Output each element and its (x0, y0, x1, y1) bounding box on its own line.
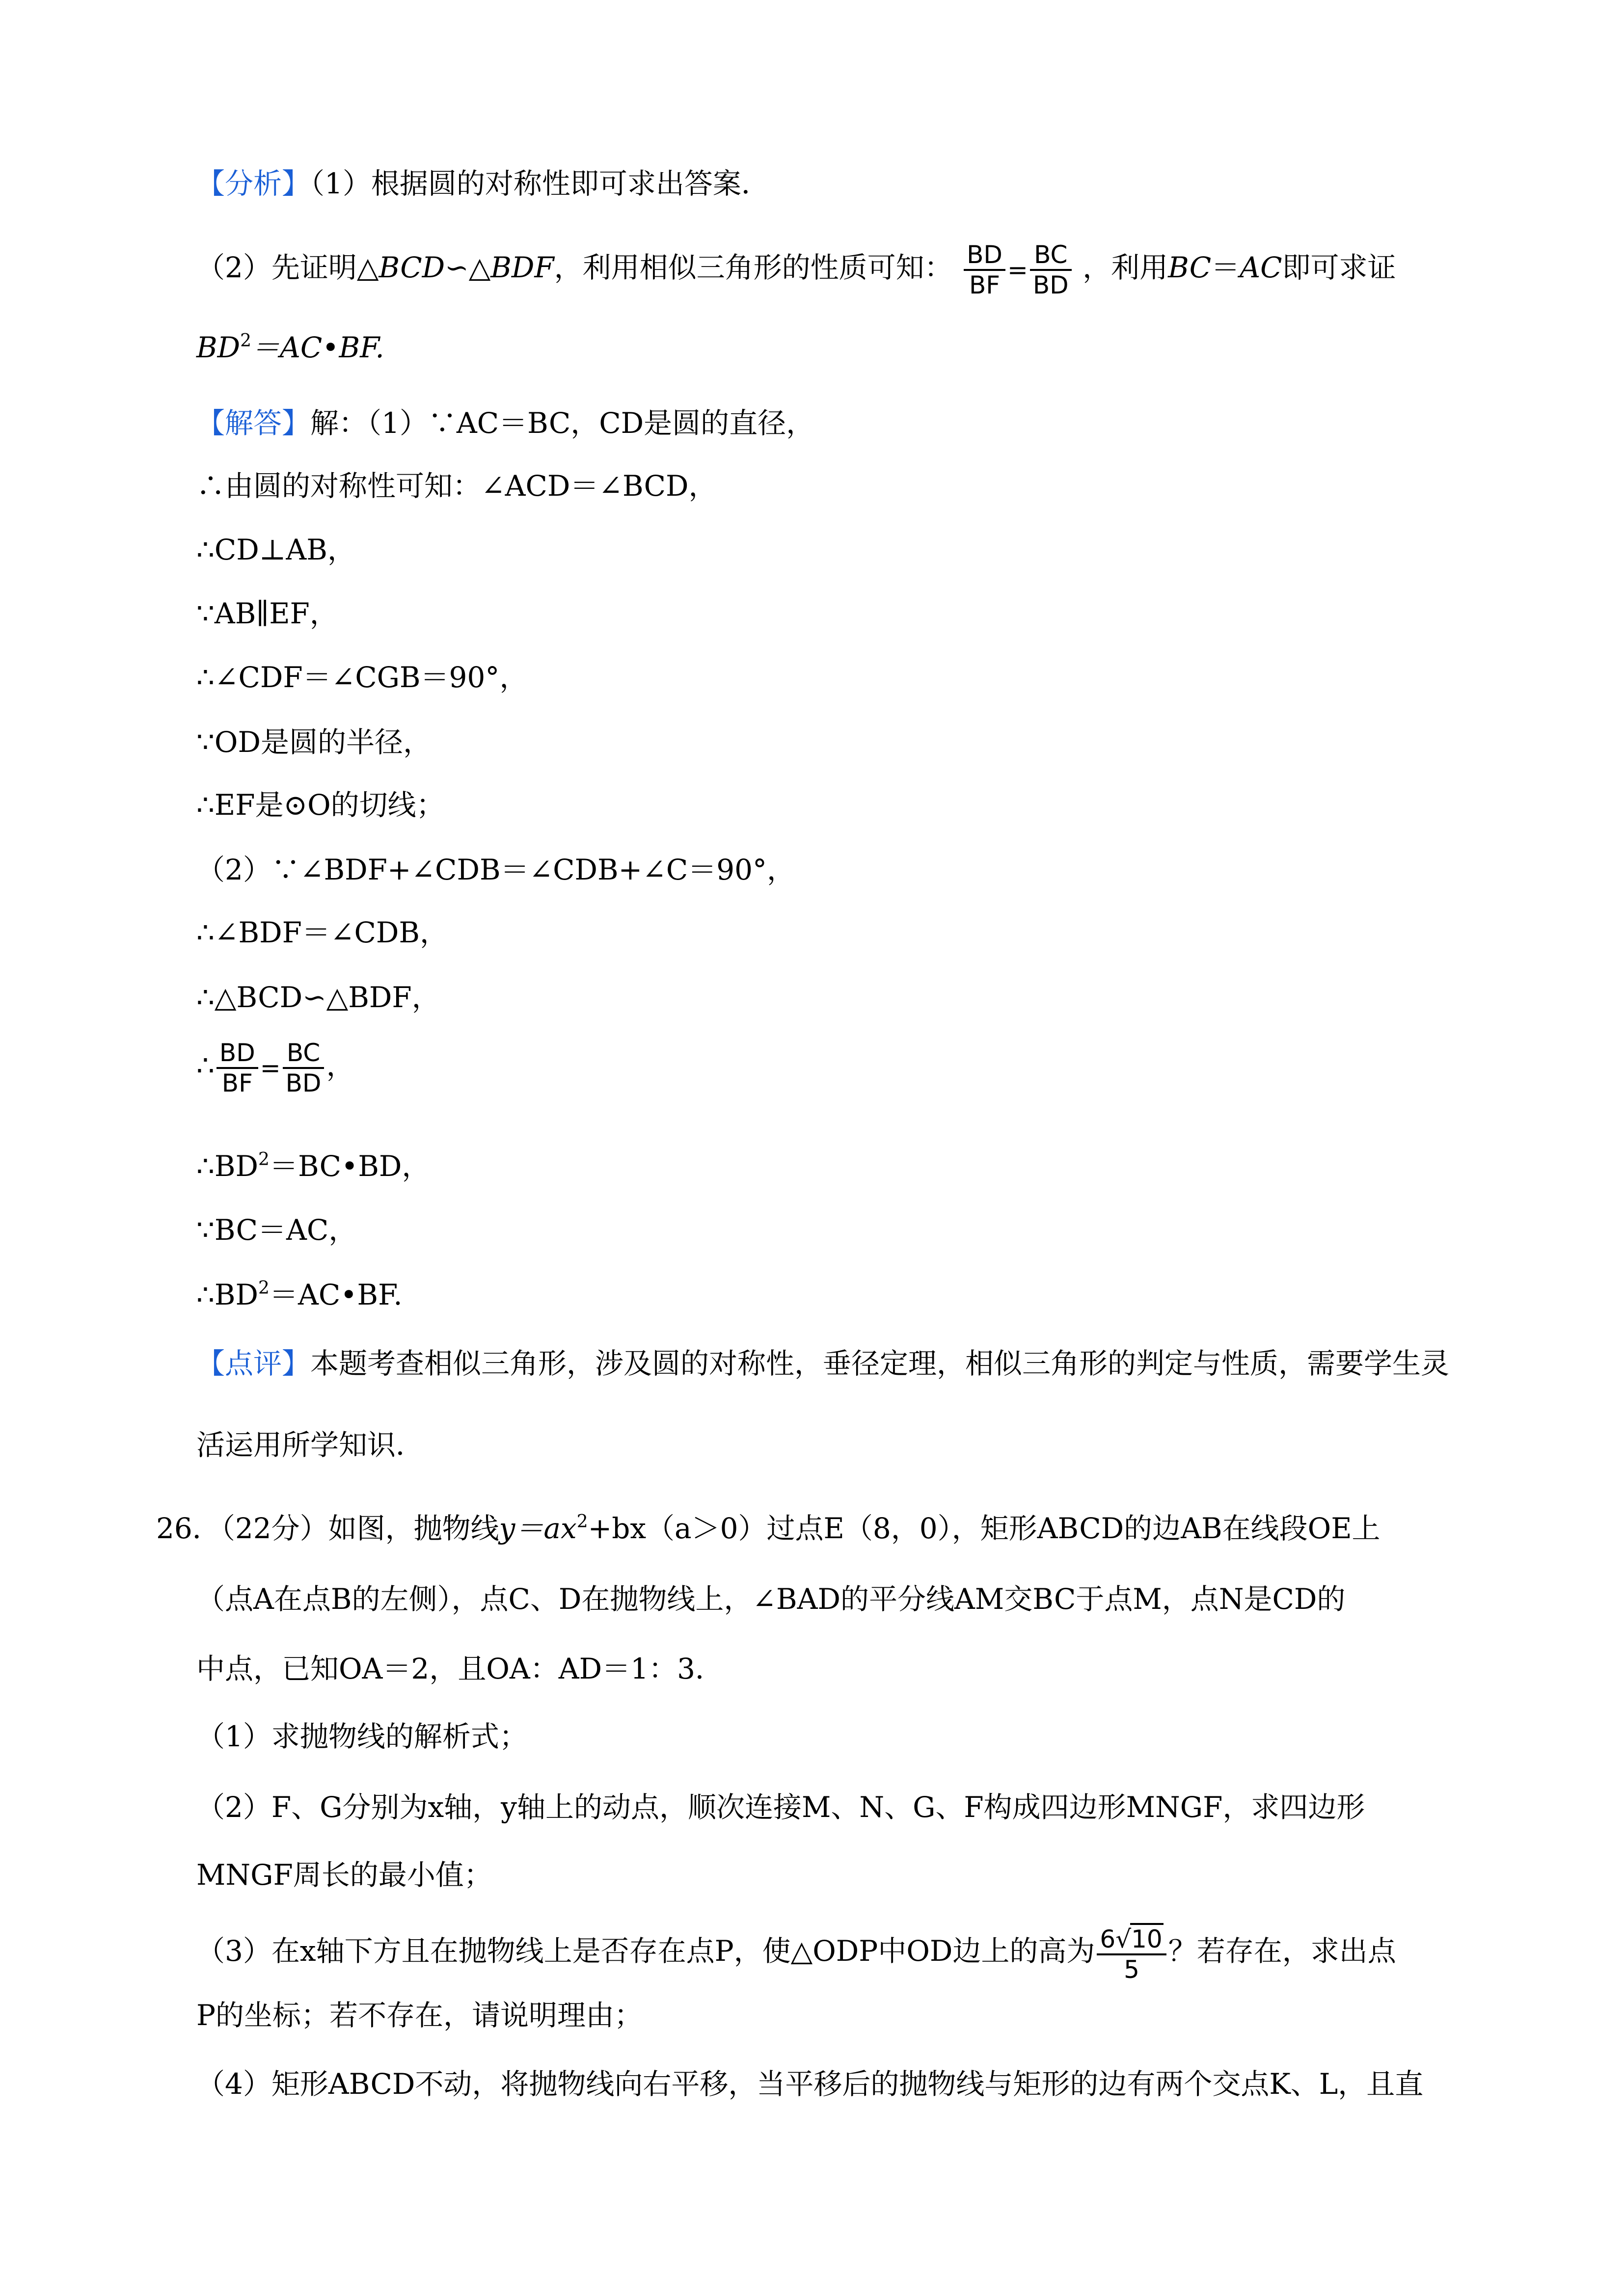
fraction-equals: = (1007, 256, 1028, 284)
similar-symbol: ∽△ (445, 251, 491, 285)
question-number: 26． (156, 1512, 221, 1545)
analysis-line-1 (196, 165, 770, 202)
question-26-sub2-line2: MNGF周长的最小值； (196, 1858, 492, 1892)
analysis-line-2: （2）先证明△BCD∽△BDF，利用相似三角形的性质可知： $\frac{BD}{BF}$ = $\frac{BC}{BD}$ ，利用BC＝AC即可求证 (196, 240, 1396, 299)
solution-line-4: ∵AB∥EF， (196, 597, 338, 630)
question-26-sub3-line1: （3）在x轴下方且在抛物线上是否存在点P，使△ODP中OD边上的高为 $\frac{6√10}{5}$ ？若存在，求出点 (196, 1923, 1396, 1984)
analysis-tag: 【分析】 (196, 167, 311, 200)
solution-line-12: $\therefore BD^2=BC•BD$， (196, 1149, 431, 1183)
solution-line-5: ∴∠CDF＝∠CGB＝90°， (196, 661, 528, 694)
analysis-p2-post2: 即可求证 (1282, 251, 1396, 285)
solution-line-13: ∵BC＝AC， (196, 1213, 357, 1247)
solution-tag: 【解答】 (196, 406, 311, 440)
fraction-bc-bd-2: $\frac{BC}{BD}$ (283, 1039, 325, 1097)
question-26-line-2: （点A在点B的左侧），点C、D在抛物线上，∠BAD的平分线AM交BC于点M，点N是CD的 (196, 1582, 1346, 1616)
analysis-p2-mid: ，利用相似三角形的性质可知： (554, 251, 953, 285)
triangle-bdf: BDF (490, 251, 554, 285)
solution-line-11: ∴ $\frac{BD}{BF}$ = $\frac{BC}{BD}$ ， (196, 1039, 355, 1097)
solution-line-8: （2）∵∠BDF+∠CDB＝∠CDB+∠C＝90°， (196, 853, 796, 886)
solution-line-14: $\therefore BD^2=AC•BF$. (196, 1278, 403, 1311)
analysis-p1: （1）根据圆的对称性即可求出答案． (310, 167, 770, 200)
solution-line-9: ∴∠BDF＝∠CDB， (196, 916, 448, 949)
comment-line-1: 【点评】本题考查相似三角形，涉及圆的对称性，垂径定理，相似三角形的判定与性质，需要学生灵 (196, 1347, 1450, 1380)
question-26-sub2-line1: （2）F、G分别为x轴，y轴上的动点，顺次连接M、N、G、F构成四边形MNGF，求四边形 (196, 1790, 1365, 1824)
solution-line-6: ∵OD是圆的半径， (196, 725, 432, 759)
solution-line-3: ∴CD⊥AB， (196, 533, 356, 566)
solution-line-10: ∴△BCD∽△BDF， (196, 981, 440, 1014)
comment-line-2: 活运用所学知识． (196, 1428, 425, 1462)
fraction-bd-bf-2: $\frac{BD}{BF}$ (217, 1039, 258, 1097)
analysis-p2-post1: ，利用 (1083, 251, 1168, 285)
fraction-bd-bf: $\frac{BD}{BF}$ (964, 240, 1005, 299)
question-26-line-3: 中点，已知OA＝2，且OA：AD＝1：3． (196, 1652, 724, 1685)
fraction-bc-bd: $\frac{BC}{BD}$ (1030, 240, 1072, 299)
question-26-line-1: 26．（22分）如图，抛物线$y=ax^2+bx(a>0)$过点E（8，0），矩形ABCD的边AB在线段OE上 (156, 1512, 1380, 1545)
question-score: （22分） (220, 1512, 328, 1545)
solution-line-7: ∴EF是⊙O的切线； (196, 788, 445, 822)
question-26-sub4: （4）矩形ABCD不动，将抛物线向右平移，当平移后的抛物线与矩形的边有两个交点K、L，且直 (196, 2067, 1424, 2101)
question-26-sub1: （1）求抛物线的解析式； (196, 1720, 528, 1753)
question-26-sub3-line2: P的坐标；若不存在，请说明理由； (196, 1999, 643, 2032)
triangle-bcd: BCD (379, 251, 445, 285)
fraction-six-root-ten-over-five: $\frac{6√10}{5}$ (1097, 1923, 1166, 1984)
comment-tag: 【点评】 (196, 1347, 311, 1380)
analysis-line-3: $BD^2=AC•BF$. (196, 331, 384, 364)
solution-line-1: 【解答】解：（1）∵AC＝BC，CD是圆的直径， (196, 406, 815, 440)
analysis-p2-pre: （2）先证明△ (196, 251, 379, 285)
solution-line-2: ∴由圆的对称性可知：∠ACD＝∠BCD， (196, 469, 717, 503)
